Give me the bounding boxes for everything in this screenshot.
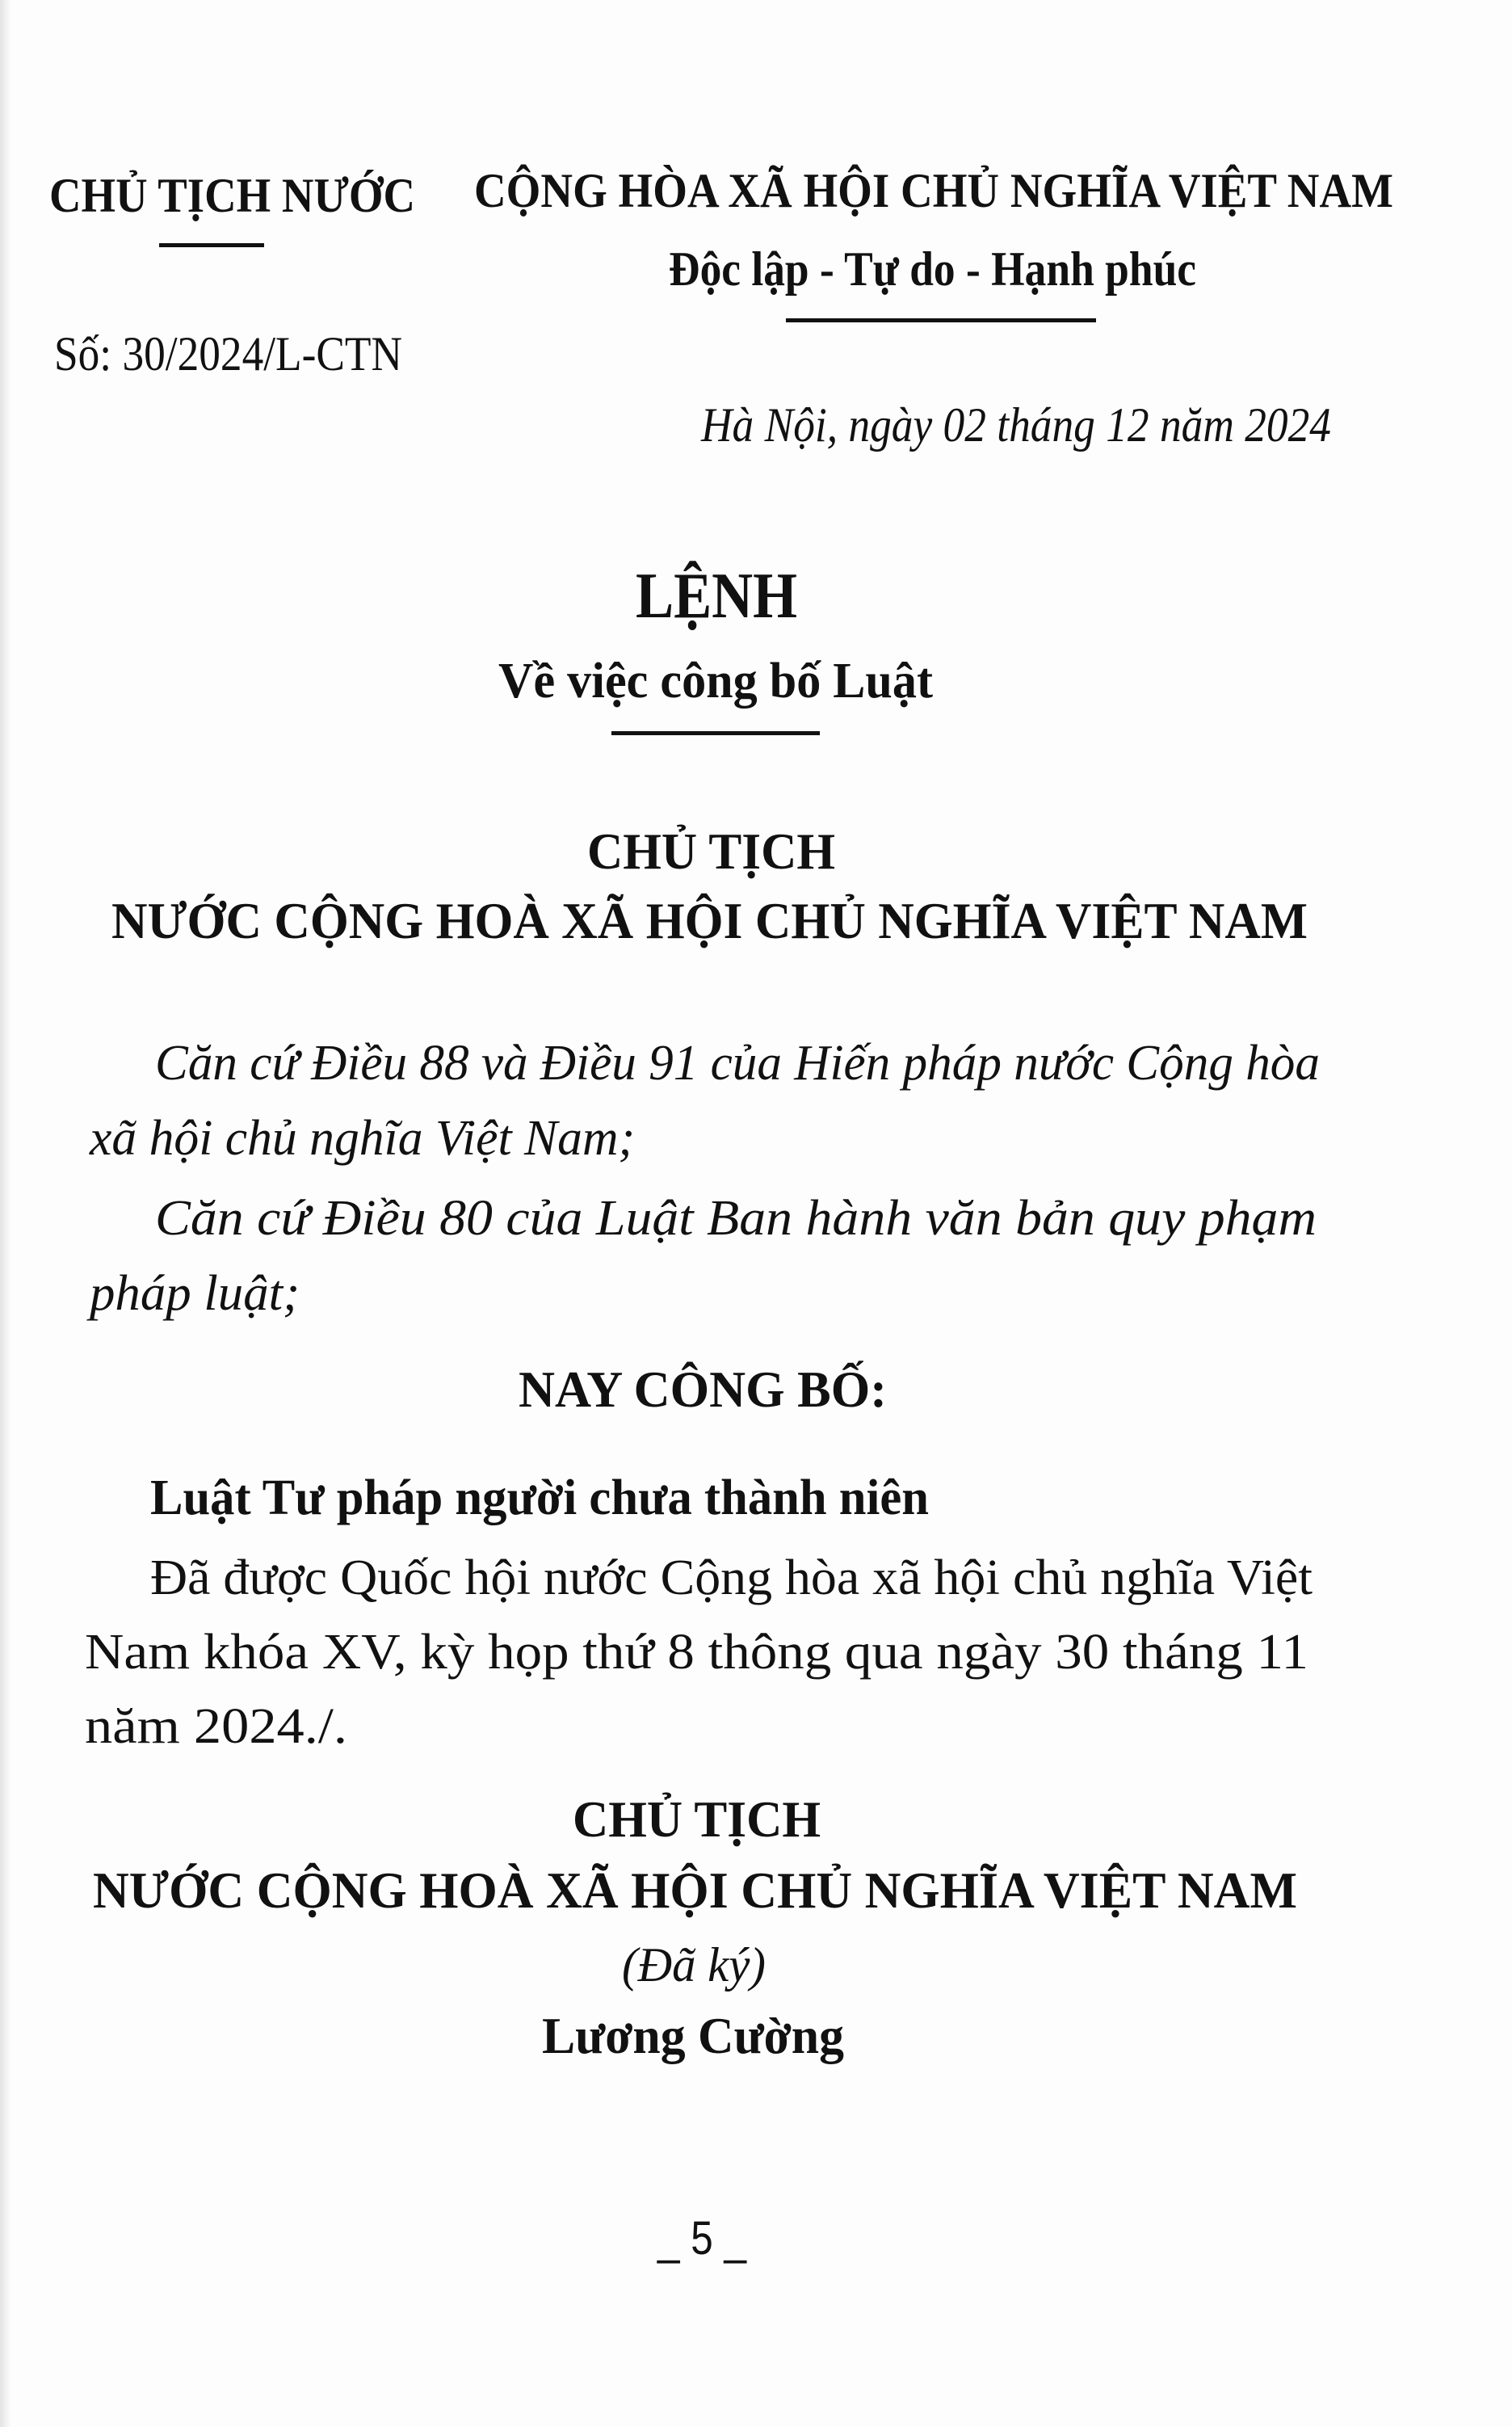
announce-heading: NAY CÔNG BỐ: xyxy=(519,1361,887,1418)
basis-2-line1: Căn cứ Điều 80 của Luật Ban hành văn bản quy phạm xyxy=(155,1191,1317,1246)
issuer-underline xyxy=(159,243,264,247)
passage-line3: năm 2024./. xyxy=(85,1699,347,1754)
authority-line2: NƯỚC CỘNG HOÀ XÃ HỘI CHỦ NGHĨA VIỆT NAM xyxy=(111,892,1308,949)
motto-underline xyxy=(786,318,1096,322)
document-subtitle: Về việc công bố Luật xyxy=(498,654,933,709)
passage-line2: Nam khóa XV, kỳ họp thứ 8 thông qua ngày 30 tháng 11 xyxy=(85,1625,1309,1680)
passage-line1: Đã được Quốc hội nước Cộng hòa xã hội chủ nghĩa Việt xyxy=(150,1550,1312,1605)
issuer-heading: CHỦ TỊCH NƯỚC xyxy=(49,169,415,222)
basis-2-line2: pháp luật; xyxy=(90,1266,300,1321)
page-number: _ 5 _ xyxy=(657,2212,746,2265)
signed-note: (Đã ký) xyxy=(622,1938,766,1992)
title-underline xyxy=(611,731,820,735)
signature-title-line2: NƯỚC CỘNG HOÀ XÃ HỘI CHỦ NGHĨA VIỆT NAM xyxy=(93,1861,1297,1919)
signature-title-line1: CHỦ TỊCH xyxy=(573,1790,821,1848)
basis-1-line1: Căn cứ Điều 88 và Điều 91 của Hiến pháp nước Cộng hòa xyxy=(155,1036,1320,1091)
document-title: LỆNH xyxy=(636,561,797,632)
page-edge xyxy=(0,0,11,2427)
motto: Độc lập - Tự do - Hạnh phúc xyxy=(669,242,1196,296)
document-number: Số: 30/2024/L-CTN xyxy=(54,327,402,381)
country-heading: CỘNG HÒA XÃ HỘI CHỦ NGHĨA VIỆT NAM xyxy=(474,164,1393,217)
signer-name: Lương Cường xyxy=(542,2007,844,2064)
basis-1-line2: xã hội chủ nghĩa Việt Nam; xyxy=(90,1111,635,1166)
authority-line1: CHỦ TỊCH xyxy=(587,822,835,880)
place-date: Hà Nội, ngày 02 tháng 12 năm 2024 xyxy=(701,398,1331,452)
law-name: Luật Tư pháp người chưa thành niên xyxy=(150,1470,929,1525)
